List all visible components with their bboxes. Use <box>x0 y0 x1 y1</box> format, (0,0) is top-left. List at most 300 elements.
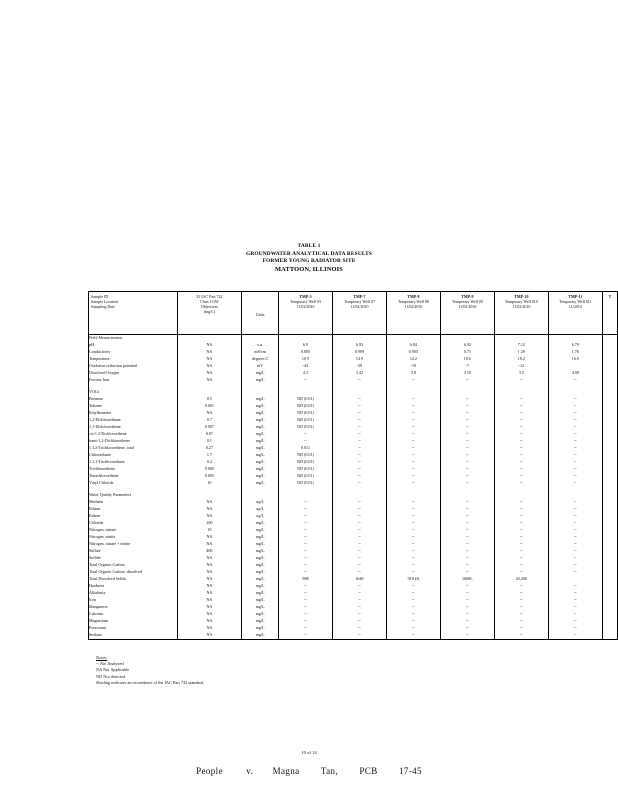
value-cell: -- <box>548 431 602 438</box>
units-cell: mg/L <box>242 520 279 527</box>
value-cell: -- <box>494 569 548 576</box>
standard-cell: 200 <box>177 520 242 527</box>
value-cell <box>602 513 617 520</box>
value-cell: -- <box>278 562 332 569</box>
value-cell: -- <box>440 604 494 611</box>
case-docket: 17-45 <box>398 766 422 776</box>
section-empty-cell <box>177 389 242 396</box>
units-cell: mg/L <box>242 583 279 590</box>
section-empty-cell <box>278 389 332 396</box>
section-empty-cell <box>242 389 279 396</box>
units-cell: mg/L <box>242 632 279 639</box>
value-cell: -- <box>494 438 548 445</box>
value-cell: -- <box>278 513 332 520</box>
value-cell: -- <box>386 424 440 431</box>
standard-cell: 10 <box>177 527 242 534</box>
value-cell: 6.9 <box>278 342 332 349</box>
value-cell: -- <box>548 499 602 506</box>
parameter-cell: Methane <box>89 499 178 506</box>
value-cell: -- <box>332 611 386 618</box>
parameter-cell: Potassium <box>89 625 178 632</box>
section-empty-cell <box>440 389 494 396</box>
parameter-cell: Total Organic Carbon, dissolved <box>89 569 178 576</box>
value-cell <box>602 356 617 363</box>
value-cell: -- <box>548 452 602 459</box>
header-well-tmp-3: TMP-3 Temporary Well 03 11/02/2010 <box>278 292 332 335</box>
value-cell: -- <box>278 431 332 438</box>
value-cell: 3.10 <box>440 370 494 377</box>
section-empty-cell <box>548 389 602 396</box>
section-empty-cell <box>602 492 617 499</box>
units-cell: mV <box>242 363 279 370</box>
value-cell: -- <box>332 604 386 611</box>
table-row <box>89 424 618 431</box>
value-cell: -- <box>332 597 386 604</box>
table-row <box>89 569 618 576</box>
table-header-row <box>89 292 618 335</box>
value-cell: 16.0 <box>548 356 602 363</box>
analytical-data-table <box>88 291 618 639</box>
standard-cell: NA <box>177 597 242 604</box>
value-cell: 3.5 <box>494 370 548 377</box>
value-cell: -- <box>386 445 440 452</box>
standard-cell: NA <box>177 349 242 356</box>
table-row <box>89 417 618 424</box>
value-cell: -- <box>332 438 386 445</box>
value-cell: -- <box>440 569 494 576</box>
value-cell: -- <box>494 590 548 597</box>
units-cell: mg/L <box>242 431 279 438</box>
units-cell: mg/L <box>242 534 279 541</box>
value-cell: -- <box>440 466 494 473</box>
value-cell: -- <box>440 452 494 459</box>
parameter-cell: 1,1,1-Trichloroethane <box>89 459 178 466</box>
parameter-cell: Alkalinity <box>89 590 178 597</box>
table-row <box>89 618 618 625</box>
table-row <box>89 562 618 569</box>
value-cell: ND (0.01) <box>278 459 332 466</box>
value-cell <box>602 438 617 445</box>
value-cell: 18.2 <box>494 356 548 363</box>
value-cell: -- <box>548 555 602 562</box>
parameter-cell: Iron <box>89 597 178 604</box>
value-cell: 0.885 <box>278 349 332 356</box>
value-cell <box>602 396 617 403</box>
case-forum: PCB <box>359 766 378 776</box>
value-cell: ND (0.01) <box>278 424 332 431</box>
value-cell: -- <box>494 459 548 466</box>
table-row <box>89 410 618 417</box>
value-cell: -- <box>548 473 602 480</box>
table-section-row <box>89 389 618 396</box>
value-cell: -- <box>386 417 440 424</box>
standard-cell: NA <box>177 377 242 384</box>
case-party-3: Tan, <box>320 766 339 776</box>
parameter-cell: Nitrogen, nitrate <box>89 527 178 534</box>
value-cell: -- <box>494 466 548 473</box>
section-empty-cell <box>602 335 617 342</box>
table-row <box>89 396 618 403</box>
standard-cell: 0.005 <box>177 466 242 473</box>
value-cell: -- <box>548 513 602 520</box>
header-well-tmp-10: TMP-10 Temporary Well 010 11/02/2010 <box>494 292 548 335</box>
value-cell: -- <box>386 396 440 403</box>
parameter-cell: Total Dissolved Solids <box>89 576 178 583</box>
value-cell: -43 <box>278 363 332 370</box>
value-cell: -- <box>332 377 386 384</box>
section-empty-cell <box>602 389 617 396</box>
parameter-cell: Chloroethane <box>89 452 178 459</box>
value-cell <box>602 370 617 377</box>
section-empty-cell <box>440 492 494 499</box>
header-well-tmp-9: TMP-9 Temporary Well 09 11/02/2010 <box>440 292 494 335</box>
value-cell: -- <box>548 410 602 417</box>
units-cell: mg/L <box>242 618 279 625</box>
value-cell: -- <box>278 534 332 541</box>
standard-cell: NA <box>177 555 242 562</box>
case-party-2: Magna <box>272 766 300 776</box>
value-cell: -- <box>278 625 332 632</box>
standard-cell: 0.005 <box>177 473 242 480</box>
value-cell: -- <box>548 480 602 487</box>
value-cell <box>602 520 617 527</box>
value-cell: -- <box>548 438 602 445</box>
value-cell: -- <box>548 590 602 597</box>
value-cell: -- <box>494 618 548 625</box>
parameter-cell: Sulfide <box>89 555 178 562</box>
value-cell: -- <box>278 632 332 639</box>
table-row <box>89 590 618 597</box>
value-cell: -- <box>278 555 332 562</box>
section-label: Field Measurements <box>89 335 178 342</box>
table-row <box>89 632 618 639</box>
value-cell: 1.76 <box>548 349 602 356</box>
analytical-data-table-wrapper <box>88 291 618 639</box>
value-cell: -- <box>332 527 386 534</box>
value-cell <box>602 377 617 384</box>
value-cell: -- <box>494 396 548 403</box>
section-empty-cell <box>278 335 332 342</box>
units-cell: mg/L <box>242 555 279 562</box>
value-cell: -- <box>440 459 494 466</box>
value-cell <box>602 499 617 506</box>
standard-cell: 0.7 <box>177 417 242 424</box>
value-cell: 18.6 <box>440 356 494 363</box>
value-cell: -- <box>278 548 332 555</box>
value-cell: -- <box>440 534 494 541</box>
units-cell: mg/L <box>242 466 279 473</box>
units-cell: mg/L <box>242 459 279 466</box>
value-cell: -- <box>440 555 494 562</box>
value-cell: -- <box>332 473 386 480</box>
parameter-cell: 1,2-Dichloroethane <box>89 417 178 424</box>
value-cell: -- <box>332 499 386 506</box>
value-cell: -- <box>332 618 386 625</box>
table-row <box>89 370 618 377</box>
standard-cell: 0.1 <box>177 438 242 445</box>
table-row <box>89 527 618 534</box>
table-row <box>89 576 618 583</box>
value-cell <box>602 604 617 611</box>
value-cell: -- <box>332 431 386 438</box>
value-cell: -- <box>332 632 386 639</box>
parameter-cell: Vinyl Chloride <box>89 480 178 487</box>
value-cell: -- <box>494 499 548 506</box>
section-empty-cell <box>494 389 548 396</box>
value-cell <box>602 466 617 473</box>
value-cell: 4.3 <box>278 370 332 377</box>
section-label: Water Quality Parameters <box>89 492 178 499</box>
value-cell: 0.011 <box>278 445 332 452</box>
title-line-1: TABLE 1 <box>297 243 321 249</box>
units-cell: mg/L <box>242 438 279 445</box>
value-cell: 1640 <box>332 576 386 583</box>
section-empty-cell <box>494 492 548 499</box>
standard-cell: 0.001 <box>177 403 242 410</box>
parameter-cell: pH <box>89 342 178 349</box>
value-cell: -- <box>548 396 602 403</box>
value-cell: -- <box>440 590 494 597</box>
standard-cell: NA <box>177 506 242 513</box>
header-well-partial: T <box>602 292 617 335</box>
value-cell: -7 <box>440 363 494 370</box>
value-cell: -- <box>332 452 386 459</box>
units-cell: mg/L <box>242 396 279 403</box>
value-cell: -- <box>278 583 332 590</box>
value-cell: -- <box>278 506 332 513</box>
value-cell <box>602 445 617 452</box>
table-row <box>89 473 618 480</box>
value-cell: 6.93 <box>332 342 386 349</box>
value-cell: -- <box>332 583 386 590</box>
value-cell: ND (0.01) <box>278 466 332 473</box>
units-cell: mg/L <box>242 473 279 480</box>
value-cell: -- <box>278 499 332 506</box>
value-cell: -- <box>386 604 440 611</box>
units-cell: mg/L <box>242 452 279 459</box>
value-cell: -- <box>548 377 602 384</box>
parameter-cell: Chloride <box>89 520 178 527</box>
value-cell: -- <box>494 548 548 555</box>
parameter-cell: Ferrous Iron <box>89 377 178 384</box>
value-cell: -- <box>494 534 548 541</box>
value-cell <box>602 431 617 438</box>
parameter-cell: Calcium <box>89 611 178 618</box>
section-empty-cell <box>278 492 332 499</box>
table-row <box>89 520 618 527</box>
standard-cell: NA <box>177 604 242 611</box>
section-empty-cell <box>440 335 494 342</box>
value-cell: -- <box>440 562 494 569</box>
value-cell: -- <box>440 473 494 480</box>
parameter-cell: Oxidation reduction potential <box>89 363 178 370</box>
value-cell <box>548 576 602 583</box>
table-row <box>89 377 618 384</box>
value-cell: -- <box>278 597 332 604</box>
parameter-cell: Sulfate <box>89 548 178 555</box>
value-cell: -- <box>386 513 440 520</box>
value-cell <box>602 349 617 356</box>
value-cell: -- <box>494 417 548 424</box>
section-empty-cell <box>548 335 602 342</box>
title-line-2: GROUNDWATER ANALYTICAL DATA RESULTS <box>245 250 373 257</box>
value-cell: ND (0.01) <box>278 396 332 403</box>
value-cell: -- <box>548 506 602 513</box>
section-empty-cell <box>332 492 386 499</box>
value-cell <box>602 403 617 410</box>
value-cell: -- <box>440 541 494 548</box>
header-units: Units <box>242 292 279 335</box>
value-cell: -- <box>386 431 440 438</box>
value-cell: -- <box>548 604 602 611</box>
value-cell: -- <box>386 527 440 534</box>
value-cell <box>602 424 617 431</box>
parameter-cell: trans-1,2-Dichloroethene <box>89 438 178 445</box>
value-cell: -- <box>548 611 602 618</box>
value-cell: -- <box>494 452 548 459</box>
value-cell <box>602 576 617 583</box>
parameter-cell: Ethylbenzene <box>89 410 178 417</box>
table-body <box>89 335 618 639</box>
value-cell: -- <box>494 562 548 569</box>
value-cell: -- <box>332 534 386 541</box>
value-cell: -- <box>332 466 386 473</box>
units-cell: mS/cm <box>242 349 279 356</box>
value-cell: -- <box>386 618 440 625</box>
note-line: -- Not Analyzed <box>96 661 124 667</box>
value-cell: -- <box>440 445 494 452</box>
standard-cell: NA <box>177 534 242 541</box>
table-row <box>89 466 618 473</box>
section-empty-cell <box>386 335 440 342</box>
section-empty-cell <box>177 492 242 499</box>
table-section-row <box>89 492 618 499</box>
page-number: 10 of 14 <box>301 750 317 755</box>
value-cell: -- <box>278 527 332 534</box>
value-cell <box>602 473 617 480</box>
parameter-cell: Tetrachloroethene <box>89 473 178 480</box>
section-label: VOCs <box>89 389 178 396</box>
note-line: NA Not Applicable <box>96 667 130 673</box>
value-cell: -- <box>548 417 602 424</box>
note-line: Shading indicates an exceedance of the IAC Part 742 standard. <box>96 679 205 685</box>
section-empty-cell <box>494 335 548 342</box>
value-cell: -- <box>440 618 494 625</box>
value-cell <box>602 632 617 639</box>
units-cell: ug/L <box>242 513 279 520</box>
table-row <box>89 342 618 349</box>
table-row <box>89 480 618 487</box>
value-cell: -- <box>494 480 548 487</box>
parameter-cell: Sodium <box>89 632 178 639</box>
table-row <box>89 438 618 445</box>
value-cell: -- <box>494 377 548 384</box>
value-cell: -- <box>440 611 494 618</box>
value-cell <box>602 625 617 632</box>
value-cell: -- <box>440 632 494 639</box>
value-cell: -- <box>494 541 548 548</box>
value-cell: -- <box>332 459 386 466</box>
units-cell: ug/L <box>242 499 279 506</box>
value-cell: 908 <box>278 576 332 583</box>
table-section-row <box>89 335 618 342</box>
value-cell: -- <box>278 618 332 625</box>
value-cell: 14.2 <box>386 356 440 363</box>
standard-cell: NA <box>177 590 242 597</box>
value-cell <box>602 452 617 459</box>
value-cell: -- <box>494 513 548 520</box>
value-cell: 0.905 <box>386 349 440 356</box>
standard-cell: 400 <box>177 548 242 555</box>
value-cell: 3.8 <box>386 370 440 377</box>
standard-cell: 10 <box>177 480 242 487</box>
value-cell: -- <box>494 424 548 431</box>
parameter-cell: Total Organic Carbon <box>89 562 178 569</box>
value-cell <box>602 410 617 417</box>
value-cell: -- <box>332 562 386 569</box>
value-cell: -- <box>386 548 440 555</box>
parameter-cell: Hardness <box>89 583 178 590</box>
value-cell: 14.9 <box>332 356 386 363</box>
value-cell: -- <box>494 473 548 480</box>
standard-cell: 0.07 <box>177 431 242 438</box>
value-cell: -- <box>386 520 440 527</box>
header-sample-id: Sample ID Sample Location Sampling Date <box>89 292 178 335</box>
value-cell <box>602 548 617 555</box>
parameter-cell: Magnesium <box>89 618 178 625</box>
value-cell: -- <box>386 555 440 562</box>
value-cell <box>602 583 617 590</box>
parameter-cell: Trichloroethene <box>89 466 178 473</box>
value-cell <box>602 590 617 597</box>
value-cell: -- <box>332 445 386 452</box>
parameter-cell: Conductivity <box>89 349 178 356</box>
value-cell: -- <box>548 403 602 410</box>
value-cell: -- <box>548 618 602 625</box>
value-cell <box>602 363 617 370</box>
value-cell <box>602 611 617 618</box>
value-cell: -- <box>332 403 386 410</box>
value-cell: 0.909 <box>332 349 386 356</box>
standard-cell: NA <box>177 342 242 349</box>
table-row <box>89 445 618 452</box>
value-cell: -- <box>278 438 332 445</box>
value-cell: -- <box>440 625 494 632</box>
value-cell: -- <box>386 534 440 541</box>
value-cell: -- <box>386 632 440 639</box>
value-cell: -- <box>386 459 440 466</box>
value-cell: ND (0.01) <box>278 410 332 417</box>
value-cell: ND (0.01) <box>278 473 332 480</box>
standard-cell: 0.2 <box>177 459 242 466</box>
value-cell: ND (0.01) <box>278 480 332 487</box>
value-cell: -- <box>278 569 332 576</box>
standard-cell: NA <box>177 569 242 576</box>
units-cell: mg/L <box>242 611 279 618</box>
value-cell: -- <box>332 480 386 487</box>
standard-cell: NA <box>177 625 242 632</box>
value-cell: -- <box>386 590 440 597</box>
value-cell: -- <box>386 452 440 459</box>
value-cell: 1.29 <box>494 349 548 356</box>
value-cell: -- <box>386 541 440 548</box>
value-cell: -12 <box>494 363 548 370</box>
value-cell <box>602 342 617 349</box>
units-cell: mg/L <box>242 445 279 452</box>
value-cell: -- <box>494 506 548 513</box>
section-empty-cell <box>242 492 279 499</box>
header-well-tmp-11: TMP-11 Temporary Well 011 11/2010 <box>548 292 602 335</box>
